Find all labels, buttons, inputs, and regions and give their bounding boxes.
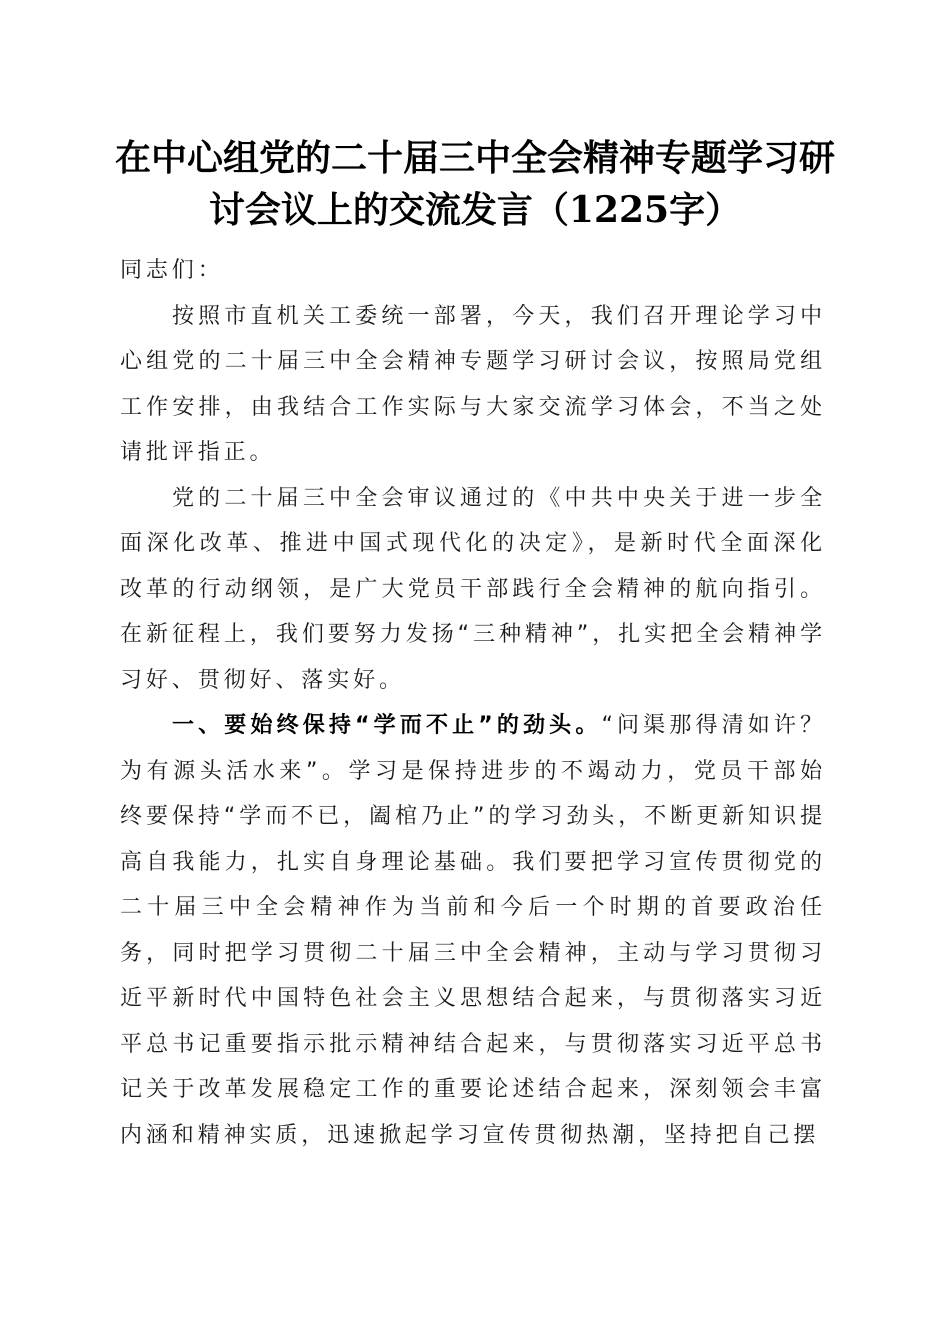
document-body xyxy=(120,248,826,1158)
document-title xyxy=(100,132,850,236)
section-1-paragraph xyxy=(120,703,826,1158)
section-1-heading: 一、要始终保持“学而不止”的劲头。 xyxy=(172,713,602,738)
paragraph-2: 党的二十届三中全会审议通过的《中共中央关于进一步全面深化改革、推进中国式现代化的决定》，是新时代全面深化改革的行动纲领，是广大党员干部践行全会精神的航向指引。在新征程上，我们要努力发扬“三种精神”，扎实把全会精神学习好、贯彻好、落实好。 xyxy=(120,485,826,693)
paragraph-1: 按照市直机关工委统一部署，今天，我们召开理论学习中心组党的二十届三中全会精神专题学习研讨会议，按照局党组工作安排，由我结合工作实际与大家交流学习体会，不当之处请批评指正。 xyxy=(120,303,826,465)
title-line-1: 在中心组党的二十届三中全会精神专题学习研 xyxy=(114,137,835,179)
title-line-2: 讨会议上的交流发言（1225字） xyxy=(208,189,742,231)
salutation: 同志们： xyxy=(120,258,224,283)
section-1-body: “问渠那得清如许？为有源头活水来”。学习是保持进步的不竭动力，党员干部始终要保持“学而不已，阖棺乃止”的学习劲头，不断更新知识提高自我能力，扎实自身理论基础。我们要把学习宣传贯彻党的二十届三中全会精神作为当前和今后一个时期的首要政治任务，同时把学习贯彻二十届三中全会精神，主动与学习贯彻习近平新时代中国特色社会主义思想结合起来，与贯彻落实习近平总书记重要指示批示精神结合起来，与贯彻落实习近平总书记关于改革发展稳定工作的重要论述结合起来，深刻领会丰富内涵和精神实质，迅速掀起学习宣传贯彻热潮，坚持把自己摆 xyxy=(120,713,826,1148)
